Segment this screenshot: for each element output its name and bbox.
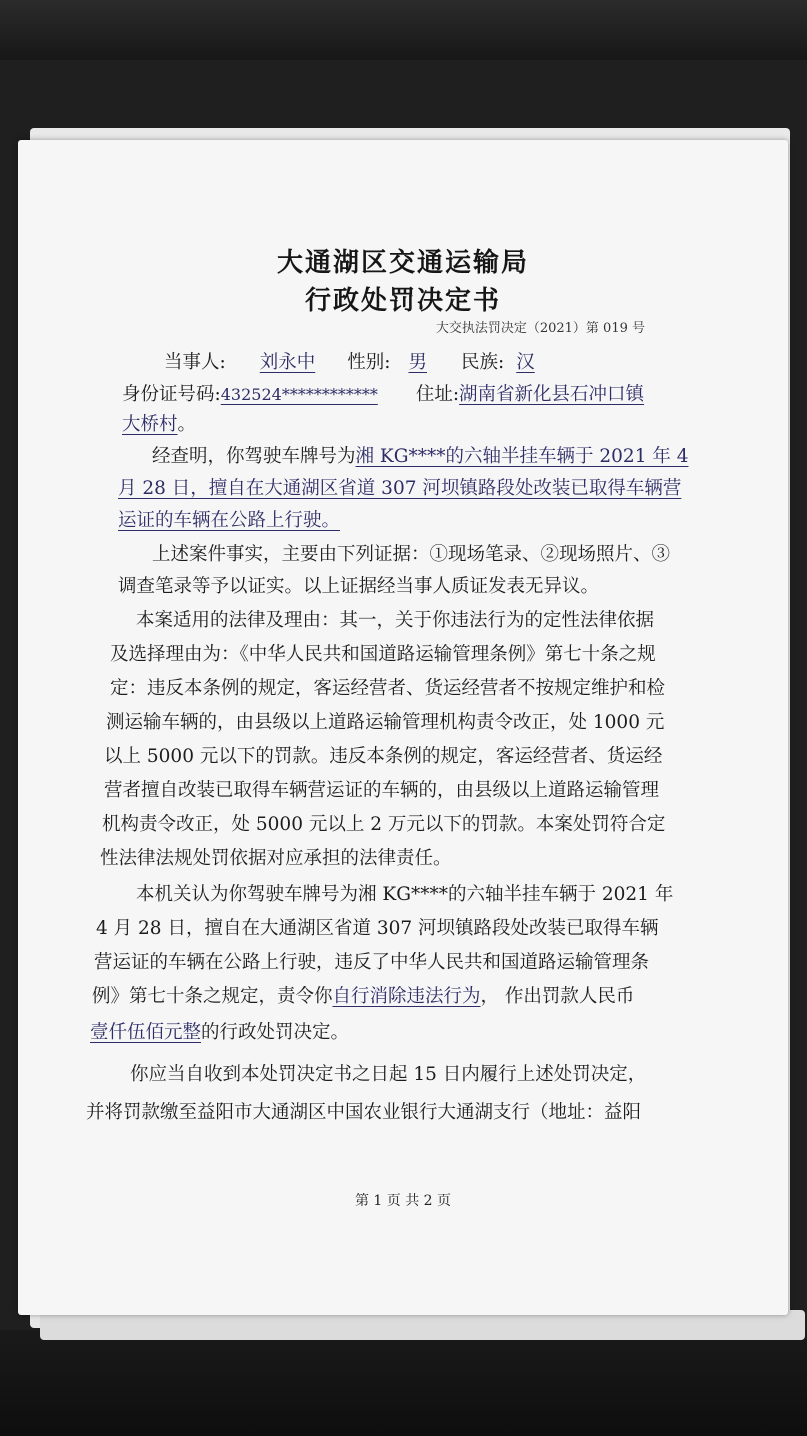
body-line: 月 28 日，擅自在大通湖区省道 307 河坝镇路段处改装已取得车辆营 bbox=[118, 478, 682, 499]
address-continuation: 大桥村。 bbox=[122, 414, 197, 435]
id-number: 432524************ bbox=[220, 385, 378, 404]
fine-amount: 壹仟伍佰元整 bbox=[90, 1022, 202, 1043]
body-line: 及选择理由为：《中华人民共和国道路运输管理条例》第七十条之规 bbox=[110, 644, 656, 665]
party-name: 刘永中 bbox=[259, 352, 316, 373]
body-line: 以上 5000 元以下的罚款。违反本条例的规定，客运经营者、货运经 bbox=[104, 746, 663, 767]
desk-background-bottom bbox=[0, 1330, 807, 1436]
body-line: 测运输车辆的，由县级以上道路运输管理机构责令改正，处 1000 元 bbox=[106, 712, 665, 733]
body-line: 4 月 28 日，擅自在大通湖区省道 307 河坝镇路段处改装已取得车辆 bbox=[96, 918, 659, 939]
body-line: 你应当自收到本处罚决定书之日起 15 日内履行上述处罚决定， bbox=[130, 1064, 647, 1085]
party-name-label: 当事人: bbox=[164, 352, 226, 373]
page-footer: 第 1 页 共 2 页 bbox=[354, 1193, 452, 1209]
gender-label: 性别: bbox=[347, 352, 391, 373]
document-page bbox=[18, 140, 788, 1315]
body-line: 营者擅自改装已取得车辆营运证的车辆的，由县级以上道路运输管理 bbox=[104, 780, 660, 801]
desk-background-top bbox=[0, 0, 807, 60]
body-line: 本案适用的法律及理由：其一，关于你违法行为的定性法律依据 bbox=[136, 610, 655, 631]
body-line: 上述案件事实，主要由下列证据：①现场笔录、②现场照片、③ bbox=[152, 544, 671, 565]
party-gender: 男 bbox=[408, 352, 427, 373]
body-line: 壹仟伍佰元整的行政处罚决定。 bbox=[90, 1022, 350, 1043]
vehicle-underlined: 湘 KG****的六轴半挂车辆于 2021 年 4 bbox=[355, 446, 689, 467]
body-line: 例》第七十条之规定，责令你自行消除违法行为， 作出罚款人民币 bbox=[92, 986, 635, 1007]
address-label: 住址: bbox=[415, 384, 460, 405]
issuer-title: 大通湖区交通运输局 bbox=[276, 248, 529, 278]
document-number: 大交执法罚决定（2021）第 019 号 bbox=[435, 321, 645, 336]
order-underlined: 自行消除违法行为 bbox=[332, 986, 481, 1007]
id-label: 身份证号码: bbox=[122, 384, 221, 405]
document-title: 行政处罚决定书 bbox=[304, 286, 501, 316]
body-line: 性法律法规处罚依据对应承担的法律责任。 bbox=[100, 848, 452, 869]
id-address-row bbox=[122, 380, 644, 406]
address-line1: 湖南省新化县石冲口镇 bbox=[459, 384, 645, 405]
body-line: 并将罚款缴至益阳市大通湖区中国农业银行大通湖支行（地址：益阳 bbox=[86, 1102, 642, 1123]
body-line: 运证的车辆在公路上行驶。 bbox=[118, 510, 341, 531]
body-line: 本机关认为你驾驶车牌号为湘 KG****的六轴半挂车辆于 2021 年 bbox=[136, 884, 674, 905]
ethnicity-label: 民族: bbox=[461, 352, 505, 373]
body-line: 定：违反本条例的规定，客运经营者、货运经营者不按规定维护和检 bbox=[110, 678, 666, 699]
body-line: 营运证的车辆在公路上行驶，违反了中华人民共和国道路运输管理条 bbox=[94, 952, 650, 973]
party-info-row bbox=[164, 348, 545, 374]
body-line: 机构责令改正，处 5000 元以上 2 万元以下的罚款。本案处罚符合定 bbox=[102, 814, 666, 835]
address-line2: 大桥村 bbox=[122, 414, 178, 435]
party-ethnicity: 汉 bbox=[516, 352, 535, 373]
body-line: 经查明，你驾驶车牌号为湘 KG****的六轴半挂车辆于 2021 年 4 bbox=[152, 446, 689, 467]
body-line: 调查笔录等予以证实。以上证据经当事人质证发表无异议。 bbox=[118, 576, 600, 597]
